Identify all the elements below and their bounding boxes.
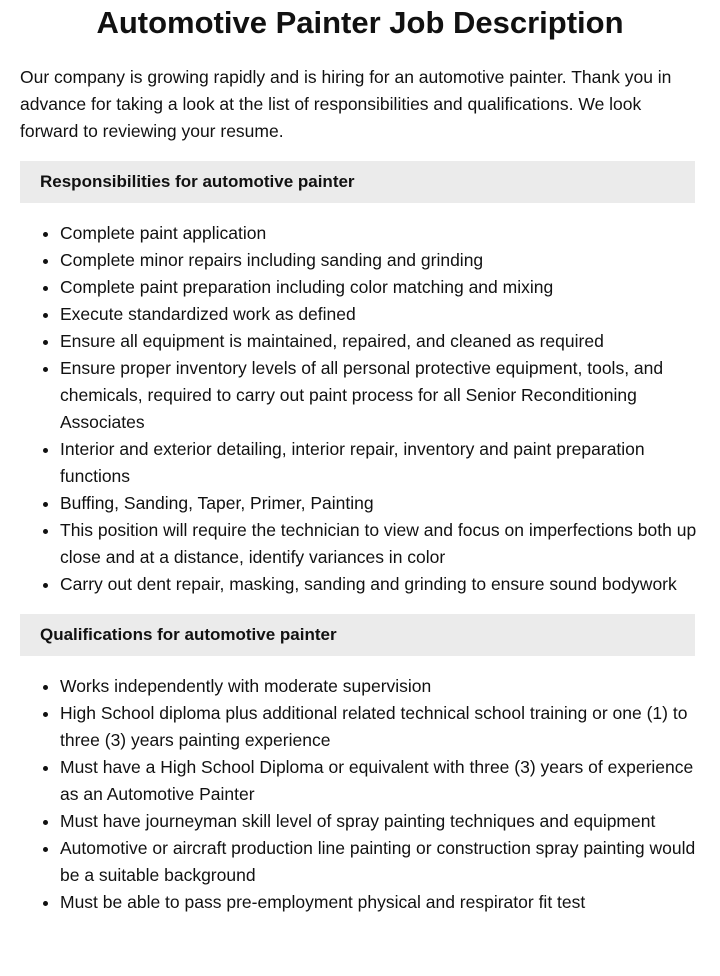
- list-item: • Must be able to pass pre-employment physical and respirator fit test: [60, 889, 700, 916]
- list-item: • Ensure proper inventory levels of all personal protective equipment, tools, and chemicals, required to carry out paint process for all Senior Reconditioning Associates: [60, 355, 700, 436]
- qualifications-list: [20, 673, 700, 916]
- qualifications-heading: Qualifications for automotive painter: [20, 614, 695, 656]
- list-item: • Automotive or aircraft production line painting or construction spray painting would be a suitable background: [60, 835, 700, 889]
- list-item: • Must have a High School Diploma or equivalent with three (3) years of experience as an Automotive Painter: [60, 754, 700, 808]
- list-item: • Carry out dent repair, masking, sanding and grinding to ensure sound bodywork: [60, 571, 700, 598]
- responsibilities-heading: Responsibilities for automotive painter: [20, 161, 695, 203]
- responsibilities-list: [20, 220, 700, 598]
- page-title: Automotive Painter Job Description: [96, 5, 624, 40]
- list-item: • High School diploma plus additional related technical school training or one (1) to three (3) years painting experience: [60, 700, 700, 754]
- list-item: • Interior and exterior detailing, interior repair, inventory and paint preparation functions: [60, 436, 700, 490]
- list-item: • Execute standardized work as defined: [60, 301, 700, 328]
- list-item: • Buffing, Sanding, Taper, Primer, Painting: [60, 490, 700, 517]
- list-item: • Must have journeyman skill level of spray painting techniques and equipment: [60, 808, 700, 835]
- list-item: • Complete paint application: [60, 220, 700, 247]
- intro-text: Our company is growing rapidly and is hiring for an automotive painter. Thank you in advance for taking a look at the list of responsibilities and qualifications. We look forward to reviewing your resume.: [20, 67, 672, 141]
- list-item: • This position will require the technician to view and focus on imperfections both up close and at a distance, identify variances in color: [60, 517, 700, 571]
- list-item: • Complete minor repairs including sanding and grinding: [60, 247, 700, 274]
- list-item: • Ensure all equipment is maintained, repaired, and cleaned as required: [60, 328, 700, 355]
- list-item: • Works independently with moderate supervision: [60, 673, 700, 700]
- list-item: • Complete paint preparation including color matching and mixing: [60, 274, 700, 301]
